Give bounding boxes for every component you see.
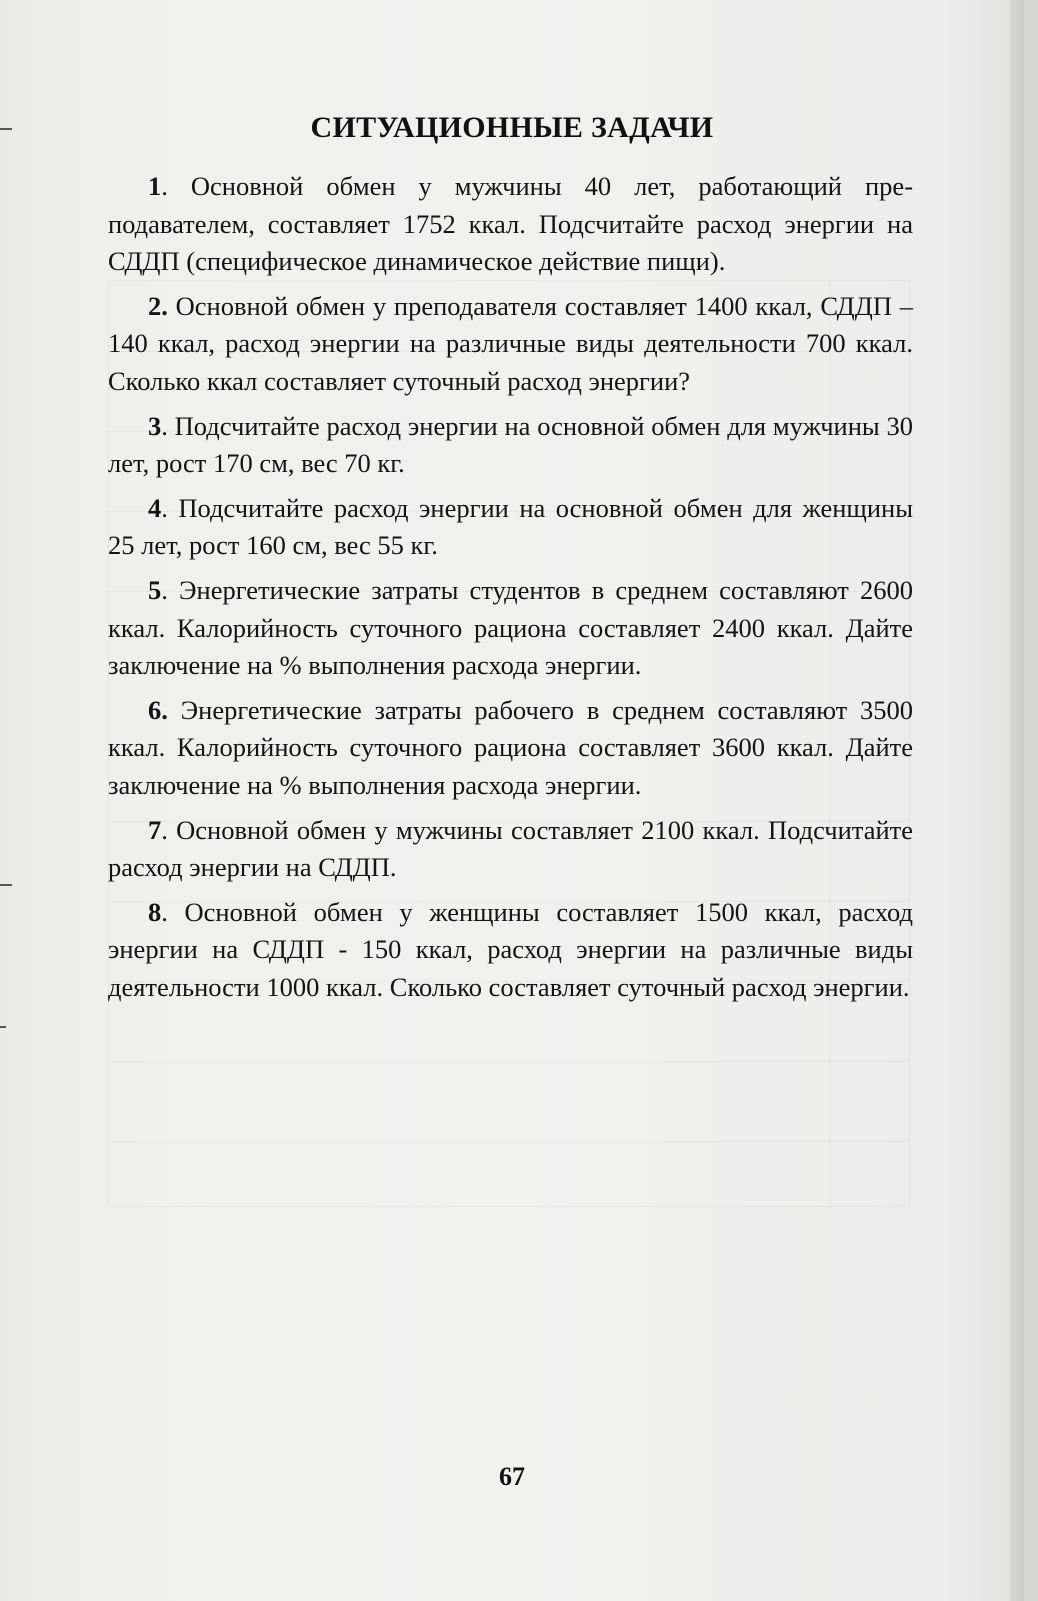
task-text: Энергетические затраты рабочего в среднем составляют 3500 ккал. Калорийность суточного рациона составляет 3600 ккал. Дайте заключение на % выполнения расхода энергии.	[108, 694, 913, 800]
task-text: Основной обмен у мужчины составляет 2100 ккал. Подсчитайте расход энергии на СДДП.	[108, 814, 914, 883]
task-text: Основной обмен у преподавателя составляет 1400 ккал, СДДП – 140 ккал, расход энергии на различные виды деятельности 700 ккал. Сколько ккал составляет суточный расход энергии?	[108, 290, 913, 396]
task-text: Основной обмен у женщины составляет 1500 ккал, расход энергии на СДДП - 150 ккал, расход энергии на различные виды деятельности 1000 ккал. Сколько составляет суточный расход энергии.	[108, 896, 914, 1002]
task-item: 5. Энергетические затраты студентов в среднем составляют 2600 ккал. Калорийность суточного рациона составляет 2400 ккал. Дайте заключение на % выполнения расхода энергии.	[108, 574, 913, 681]
task-text: Подсчитайте расход энергии на основной обмен для мужчины 30 лет, рост 170 см, вес 70 кг.	[108, 410, 914, 479]
task-item	[108, 692, 913, 805]
page-edge-shadow	[1010, 0, 1024, 1601]
task-item: 8. Основной обмен у женщины составляет 1500 ккал, расход энергии на СДДП - 150 ккал, расход энергии на различные виды деятельности 1000 ккал. Сколько составляет суточный расход энергии.	[108, 896, 914, 1002]
task-item	[108, 288, 913, 401]
task-text: Основной обмен у мужчины 40 лет, работающий преподавателем, составляет 1752 ккал. Подсчитайте расход энергии на СДДП (специфическое динамическое действие пищи).	[108, 171, 914, 277]
task-number: 7	[148, 814, 162, 845]
task-list	[108, 168, 913, 1013]
page-number: 67	[499, 1462, 525, 1491]
task-number: 4	[148, 492, 162, 523]
task-number: 6.	[148, 694, 168, 725]
task-number: 2.	[148, 290, 168, 321]
page-title: СИТУАЦИОННЫЕ ЗАДАЧИ	[310, 111, 714, 144]
margin-mark	[0, 884, 12, 886]
task-text: Энергетические затраты студентов в среднем составляют 2600 ккал. Калорийность суточного рациона составляет 2400 ккал. Дайте заключение на % выполнения расхода энергии.	[108, 574, 913, 681]
task-number: 8	[148, 896, 162, 927]
task-number: 3	[148, 410, 162, 441]
margin-mark	[0, 1026, 6, 1028]
task-number: 1	[148, 171, 162, 201]
task-item: 1. Основной обмен у мужчины 40 лет, работающий преподавателем, составляет 1752 ккал. Подсчитайте расход энергии на СДДП (специфическое динамическое действие пищи).	[108, 171, 914, 277]
task-text: Подсчитайте расход энергии на основной обмен для женщины 25 лет, рост 160 см, вес 55 кг.	[108, 492, 913, 561]
task-number: 5	[148, 574, 162, 605]
task-item: 4. Подсчитайте расход энергии на основной обмен для женщины 25 лет, рост 160 см, вес 55 кг.	[108, 492, 913, 561]
task-item: 3. Подсчитайте расход энергии на основной обмен для мужчины 30 лет, рост 170 см, вес 70 кг.	[108, 410, 914, 479]
task-item: 7. Основной обмен у мужчины составляет 2100 ккал. Подсчитайте расход энергии на СДДП.	[108, 814, 914, 883]
